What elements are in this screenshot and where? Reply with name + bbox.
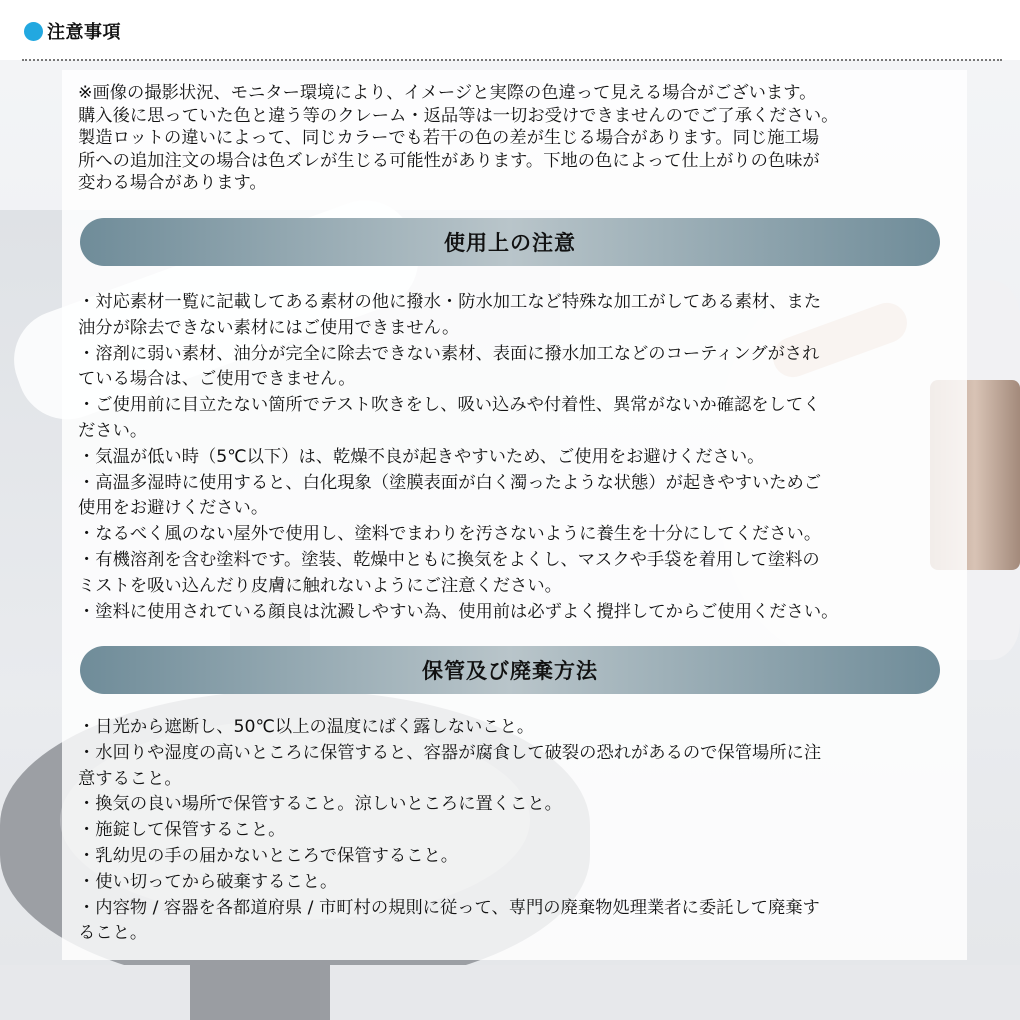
usage-section-heading (80, 218, 940, 266)
page-header (24, 18, 121, 44)
list-item: ・なるべく風のない屋外で使用し、塗料でまわりを汚さないように養生を十分にしてください。 (78, 524, 822, 545)
usage-list (78, 290, 958, 625)
page-title: 注意事項 (47, 22, 121, 43)
storage-list (78, 715, 958, 947)
usage-heading-text: 使用上の注意 (444, 231, 576, 255)
dotted-divider (22, 59, 1002, 61)
bullet-dot-icon (24, 22, 43, 41)
list-item: ること。 (78, 923, 148, 944)
storage-section-heading (80, 646, 940, 694)
list-item: ・高温多湿時に使用すると、白化現象（塗膜表面が白く濁ったような状態）が起きやすいためご (78, 472, 822, 493)
list-item: ・施錠して保管すること。 (78, 820, 286, 841)
list-item: ・日光から遮断し、50℃以上の温度にばく露しないこと。 (78, 717, 535, 737)
list-item: 油分が除去できない素材にはご使用できません。 (78, 317, 460, 338)
list-item: ・気温が低い時（5℃以下）は、乾燥不良が起きやすいため、ご使用をお避けください。 (78, 446, 765, 467)
storage-heading-text: 保管及び廃棄方法 (422, 659, 598, 683)
list-item: ・ご使用前に目立たない箇所でテスト吹きをし、吸い込みや付着性、異常がないか確認をしてく (78, 395, 821, 416)
list-item: 意すること。 (78, 768, 182, 789)
list-item: ・換気の良い場所で保管すること。涼しいところに置くこと。 (78, 794, 562, 815)
list-item: ミストを吸い込んだり皮膚に触れないようにご注意ください。 (78, 575, 562, 596)
list-item: ・使い切ってから破棄すること。 (78, 871, 338, 892)
list-item: ださい。 (78, 420, 148, 441)
list-item: ・内容物 / 容器を各都道府県 / 市町村の規則に従って、専門の廃棄物処理業者に委託して廃棄す (78, 897, 820, 918)
list-item: ・塗料に使用されている顔良は沈澱しやすい為、使用前は必ずよく攪拌してからご使用ください。 (78, 601, 839, 622)
list-item: ・水回りや湿度の高いところに保管すると、容器が腐食して破裂の恐れがあるので保管場所に注 (78, 742, 822, 763)
list-item: ・対応素材一覧に記載してある素材の他に撥水・防水加工など特殊な加工がしてある素材、また (78, 292, 822, 312)
list-item: ・乳幼児の手の届かないところで保管すること。 (78, 845, 459, 866)
list-item: ・有機溶剤を含む塗料です。塗装、乾燥中ともに換気をよくし、マスクや手袋を着用して塗料の (78, 549, 820, 570)
list-item: 使用をお避けください。 (78, 498, 269, 519)
header-bar (0, 0, 1020, 60)
list-item: ている場合は、ご使用できません。 (78, 369, 356, 390)
intro-notice: ※画像の撮影状況、モニター環境により、イメージと実際の色違って見える場合がございます。 購入後に思っていた色と違う等のクレーム・返品等は一切お受けできませんのでご了承ください。 製造ロットの違いによって、同じカラーでも若干の色の差が生じる場合があります。同じ施工場 所への追加注文の場合は色ズレが生じる可能性があります。下地の色によって仕上がりの色味が 変わる場合があります。 (78, 83, 839, 193)
list-item: ・溶剤に弱い素材、油分が完全に除去できない素材、表面に撥水加工などのコーティングがされ (78, 343, 820, 364)
